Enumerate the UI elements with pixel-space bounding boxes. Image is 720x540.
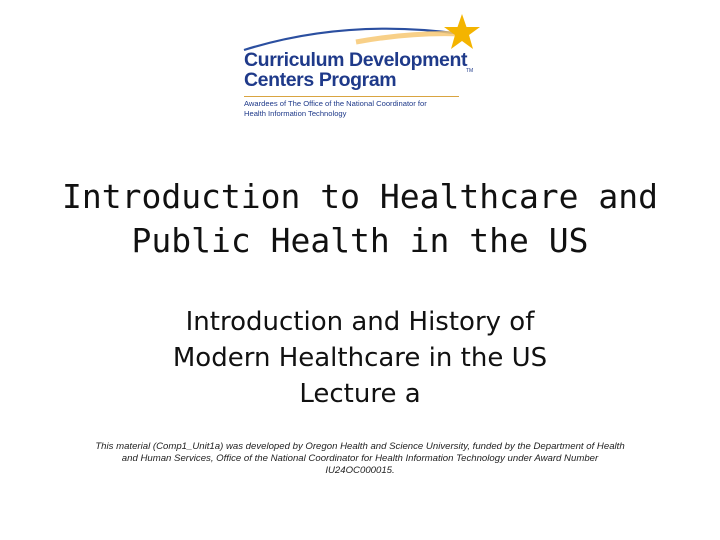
logo-tagline-line1: Awardees of The Office of the National Coordinator for	[244, 99, 427, 108]
logo-tagline-line2: Health Information Technology	[244, 109, 347, 118]
footnote-line1: This material (Comp1_Unit1a) was developed by Oregon Health and Science University, funded by the Department of Health	[95, 441, 625, 452]
slide-title-line2: Public Health in the US	[131, 221, 589, 260]
slide-title-line1: Introduction to Healthcare and	[61, 177, 659, 216]
slide-subtitle-line3: Lecture a	[299, 379, 421, 409]
logo-divider	[244, 96, 459, 97]
slide-subtitle-line2: Modern Healthcare in the US	[172, 343, 548, 373]
slide-subtitle	[0, 304, 720, 412]
cdcp-logo	[236, 12, 486, 124]
slide-title	[0, 175, 720, 263]
slide-subtitle-line1: Introduction and History of	[185, 307, 535, 337]
funding-footnote	[60, 441, 660, 477]
logo-title-line2: Centers Program	[244, 69, 397, 91]
footnote-line3: IU24OC000015.	[325, 465, 395, 476]
footnote-line2: and Human Services, Office of the National Coordinator for Health Information Technology under Award Number	[121, 453, 599, 464]
logo-title-line1: Curriculum Development	[244, 49, 468, 71]
trademark-mark: TM	[466, 68, 474, 74]
